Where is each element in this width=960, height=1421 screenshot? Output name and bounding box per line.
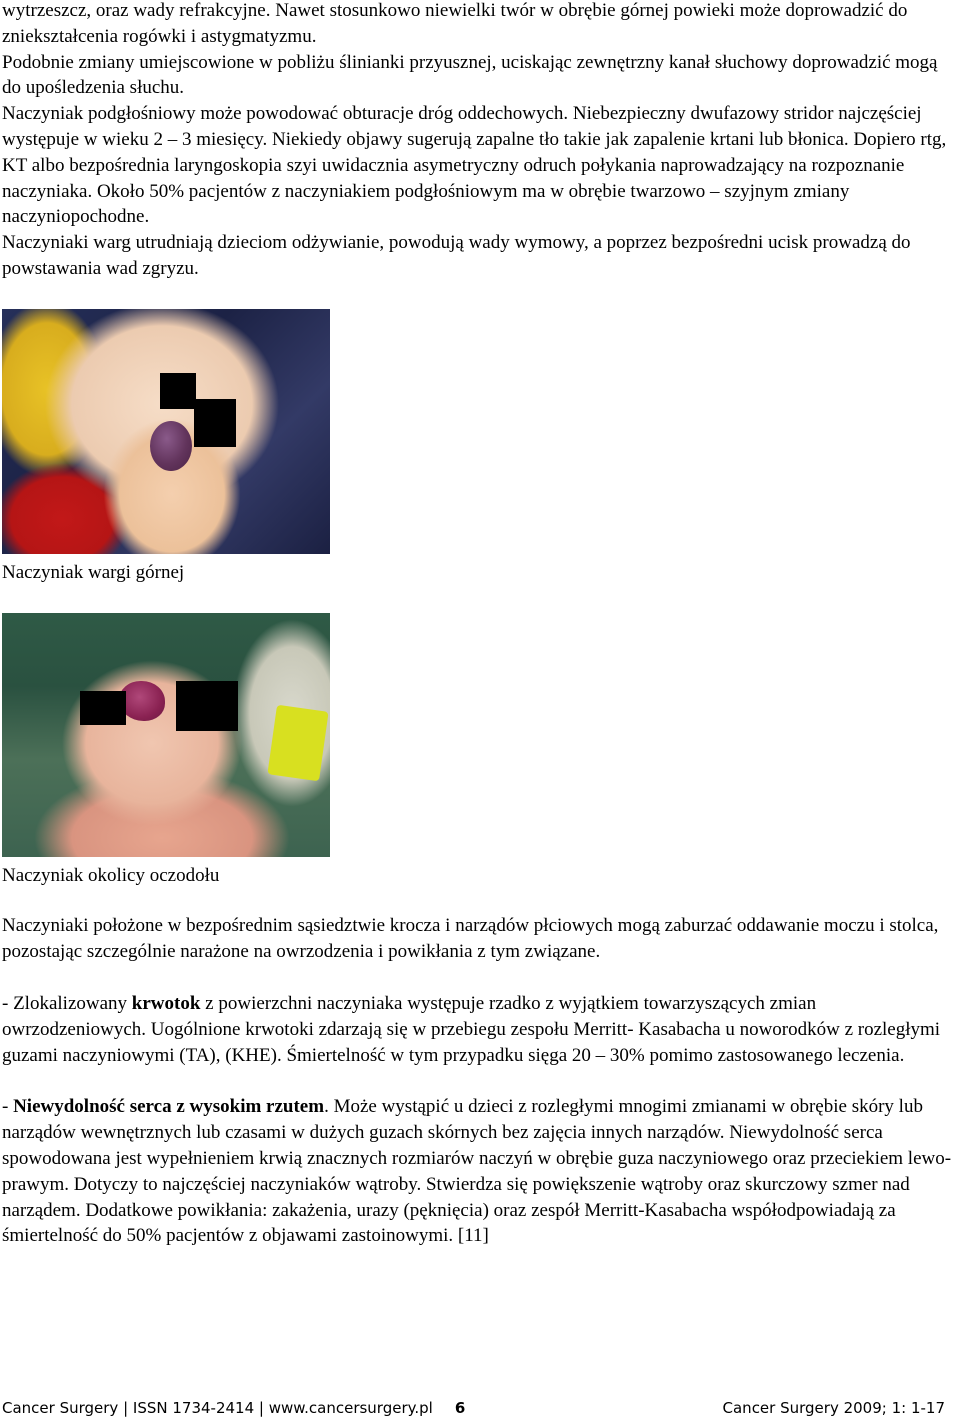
footer-citation: Cancer Surgery 2009; 1: 1-17 bbox=[722, 1399, 945, 1417]
paragraph-prefix: - bbox=[2, 1096, 14, 1118]
document-page bbox=[2, 0, 957, 1249]
censor-bar bbox=[160, 373, 196, 409]
paragraph-perineum: Naczyniaki położone w bezpośrednim sąsiedztwie krocza i narządów płciowych mogą zaburzać oddawanie moczu i stolca, pozostając szczególnie narażone na owrzodzenia i powikłania z tym związane. bbox=[2, 915, 939, 963]
censor-bar bbox=[80, 691, 126, 725]
figure-caption-orbital: Naczyniak okolicy oczodołu bbox=[2, 864, 220, 886]
footer-journal-info: Cancer Surgery | ISSN 1734-2414 | www.cancersurgery.pl bbox=[2, 1399, 433, 1417]
paragraph-lips: Naczyniaki warg utrudniają dzieciom odżywianie, powodują wady wymowy, a poprzez bezpośredni ucisk prowadzą do powstawania wad zgryzu. bbox=[2, 232, 911, 279]
bold-term-hemorrhage: krwotok bbox=[131, 992, 201, 1014]
paragraph-body: z powierzchni naczyniaka występuje rzadko z wyjątkiem towarzyszących zmian owrzodzeniowych. Uogólnione krwotoki zdarzają się w przebiegu zespołu Merritt- Kasabacha u noworodków z rozległymi guzami naczyniowymi (TA), (KHE). Śmiertelność w tym przypadku sięga 20 – 30% pomimo zastosowanego leczenia. bbox=[2, 992, 941, 1066]
bold-term-heart-failure: Niewydolność serca z wysokim rzutem bbox=[13, 1096, 325, 1118]
footer-page-number: 6 bbox=[454, 1399, 466, 1417]
censor-bar bbox=[194, 399, 236, 447]
paragraph-parotid: Podobnie zmiany umiejscowione w pobliżu ślinianki przyusznej, uciskając zewnętrzny kanał słuchowy doprowadzić mogą do upośledzenia słuchu. bbox=[2, 51, 938, 99]
paragraph-refraction: wytrzeszcz, oraz wady refrakcyjne. Nawet stosunkowo niewielki twór w obrębie górnej powieki może doprowadzić do zniekształcenia rogówki i astygmatyzmu. bbox=[2, 0, 908, 47]
text-block-top bbox=[2, 0, 957, 282]
paragraph-prefix: - Zlokalizowany bbox=[2, 992, 132, 1014]
paragraph-hemorrhage bbox=[2, 991, 957, 1068]
paragraph-body: . Może wystąpić u dzieci z rozległymi mnogimi zmianami w obrębie skóry lub narządów wewnętrznych lub czasami w dużych guzach skórnych bez zajęcia innych narządów. Niewydolność serca spowodowana jest wypełnieniem krwią znacznych rozmiarów naczyń w obrębie guza naczyniowego oraz przeciekiem lewo-prawym. Dotyczy to najczęściej naczyniaków wątroby. Stwierdza się powiększenie wątroby oraz skurczowy szmer nad narządem. Dodatkowe powikłania: zakażenia, urazy (pęknięcia) oraz zespół Merritt-Kasabacha współodpowiadają za śmiertelność do 50% pacjentów z objawami zastoinowymi. [11] bbox=[2, 1096, 952, 1247]
page-footer bbox=[2, 1398, 945, 1418]
figure-orbital-photo bbox=[2, 613, 330, 857]
figure-caption-upper-lip: Naczyniak wargi górnej bbox=[2, 561, 185, 583]
medical-device bbox=[267, 704, 328, 781]
censor-bar bbox=[176, 681, 238, 731]
paragraph-heart-failure bbox=[2, 1094, 957, 1249]
figure-upper-lip-photo bbox=[2, 309, 330, 554]
hemangioma-lesion bbox=[150, 421, 192, 471]
paragraph-subglottic: Naczyniak podgłośniowy może powodować obturacje dróg oddechowych. Niebezpieczny dwufazowy stridor najczęściej występuje w wieku 2 – 3 miesięcy. Niekiedy objawy sugerują zapalne tło takie jak zapalenie krtani lub błonica. Dopiero rtg, KT albo bezpośrednia laryngoskopia szyi uwidacznia asymetryczny odruch połykania naprowadzający na rozpoznanie naczyniaka. Około 50% pacjentów z naczyniakiem podgłośniowym ma w obrębie twarzowo – szyjnym zmiany naczyniopochodne. bbox=[2, 103, 947, 228]
